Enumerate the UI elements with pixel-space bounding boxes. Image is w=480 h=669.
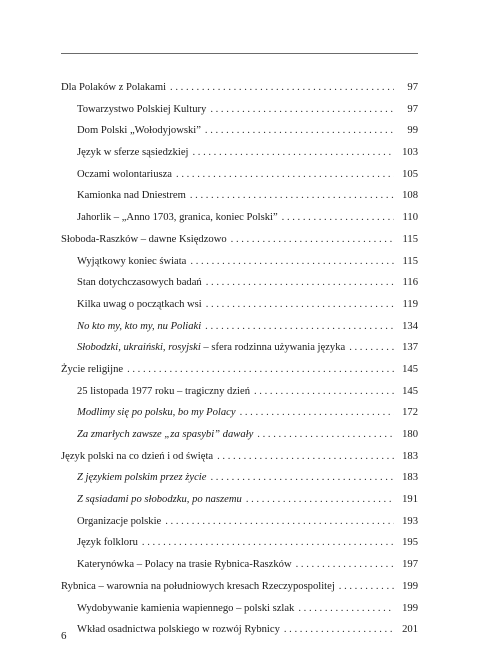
dot-leader (282, 207, 394, 229)
dot-leader (210, 99, 394, 121)
dot-leader (192, 142, 394, 164)
toc-subentry[interactable] (61, 120, 418, 142)
toc-entry-title: Jahorlik – „Anno 1703, granica, koniec Polski” (77, 212, 278, 224)
toc-subentry[interactable] (61, 272, 418, 294)
toc-subentry[interactable] (61, 619, 418, 641)
dot-leader (206, 272, 394, 294)
toc-subentry[interactable] (61, 424, 418, 446)
dot-leader (210, 467, 394, 489)
toc-entry[interactable] (61, 576, 418, 598)
toc-entry-title: Kamionka nad Dniestrem (77, 190, 186, 202)
dot-leader (190, 251, 394, 273)
toc-entry[interactable] (61, 446, 418, 468)
toc-entry[interactable] (61, 77, 418, 99)
toc-subentry[interactable] (61, 185, 418, 207)
toc-subentry[interactable] (61, 316, 418, 338)
toc-page-number: 191 (402, 494, 418, 506)
toc-page-number: 197 (402, 559, 418, 571)
toc-page-number: 137 (402, 342, 418, 354)
toc-subentry[interactable] (61, 294, 418, 316)
toc-page-number: 180 (402, 429, 418, 440)
toc-entry-title: Z sąsiadami po słobodzku, po naszemu (77, 494, 242, 506)
toc-entry-title: Dla Polaków z Polakami (61, 82, 167, 93)
dot-leader (127, 359, 394, 381)
toc-page-number: 145 (402, 385, 418, 397)
toc-subentry[interactable] (61, 598, 418, 620)
dot-leader (284, 619, 394, 641)
toc-page-number: 97 (407, 82, 418, 93)
dot-leader (349, 337, 394, 359)
toc-page-number: 116 (402, 277, 418, 289)
toc-subentry[interactable] (61, 99, 418, 121)
toc-page-number: 199 (402, 602, 418, 614)
dot-leader (190, 185, 394, 207)
toc-page-number: 201 (402, 624, 418, 636)
dot-leader (170, 77, 394, 99)
toc-entry-title: Za zmarłych zawsze „za spasybi” dawały (77, 429, 254, 440)
toc-entry-title: Życie religijne (61, 363, 124, 375)
toc-subentry[interactable] (61, 532, 418, 554)
table-of-contents (61, 77, 418, 641)
toc-page-number: 103 (402, 147, 418, 159)
toc-entry-title: Organizacje polskie (77, 515, 162, 527)
header-rule (61, 53, 418, 54)
dot-leader (205, 316, 394, 338)
toc-entry-title: 25 listopada 1977 roku – tragiczny dzień (77, 385, 250, 397)
toc-entry-title: Język folkloru (77, 537, 138, 549)
toc-entry-title: Słoboda-Raszków – dawne Księdzowo (61, 233, 227, 245)
dot-leader (142, 532, 394, 554)
toc-subentry[interactable] (61, 207, 418, 229)
toc-page-number: 105 (402, 168, 418, 180)
toc-entry-title: Rybnica – warownia na południowych kresach Rzeczypospolitej (61, 580, 335, 592)
toc-page-number: 145 (402, 363, 418, 375)
toc-subentry[interactable] (61, 511, 418, 533)
toc-entry-title: Język w sferze sąsiedzkiej (77, 147, 189, 159)
dot-leader (205, 120, 394, 142)
dot-leader (176, 164, 394, 186)
toc-page-number: 172 (402, 407, 418, 419)
toc-entry-title: Oczami wolontariusza (77, 168, 173, 180)
dot-leader (246, 489, 394, 511)
toc-subentry[interactable] (61, 251, 418, 273)
dot-leader (231, 229, 394, 251)
toc-entry-title: Wkład osadnictwa polskiego w rozwój Rybnicy (77, 624, 280, 636)
toc-entry-title: Katerynówka – Polacy na trasie Rybnica-Raszków (77, 559, 292, 571)
toc-entry-title: Kilka uwag o początkach wsi (77, 298, 202, 310)
toc-entry-title: Język polski na co dzień i od święta (61, 450, 214, 462)
toc-page-number: 199 (402, 580, 418, 592)
toc-page-number: 115 (402, 255, 418, 267)
toc-entry-title-italic: Słobodzki, ukraiński, rosyjski (77, 342, 201, 354)
toc-entry-title: Wydobywanie kamienia wapiennego – polski szlak (77, 602, 295, 614)
toc-entry-title: No kto my, kto my, nu Poliaki (77, 320, 202, 332)
dot-leader (298, 598, 394, 620)
dot-leader (165, 511, 394, 533)
toc-entry-title: Towarzystwo Polskiej Kultury (77, 103, 207, 115)
toc-entry-title: Stan dotychczasowych badań (77, 277, 202, 289)
toc-subentry[interactable] (61, 402, 418, 424)
toc-subentry[interactable] (61, 381, 418, 403)
toc-subentry[interactable] (61, 164, 418, 186)
toc-page-number: 119 (402, 298, 418, 310)
dot-leader (339, 576, 394, 598)
toc-subentry[interactable] (61, 142, 418, 164)
toc-page-number: 99 (407, 125, 418, 137)
toc-subentry[interactable] (61, 467, 418, 489)
toc-page-number: 97 (407, 103, 418, 115)
toc-page-number: 110 (402, 212, 418, 224)
dot-leader (254, 381, 394, 403)
toc-entry[interactable] (61, 229, 418, 251)
toc-page-number: 108 (402, 190, 418, 202)
page-number: 6 (61, 630, 67, 642)
toc-page-number: 183 (402, 472, 418, 484)
toc-entry-title: Wyjątkowy koniec świata (77, 255, 187, 267)
dot-leader (217, 446, 394, 468)
toc-page-number: 115 (402, 233, 418, 245)
dot-leader (206, 294, 394, 316)
toc-page-number: 193 (402, 515, 418, 527)
dot-leader (257, 424, 394, 446)
toc-subentry[interactable] (61, 554, 418, 576)
toc-page-number: 195 (402, 537, 418, 549)
toc-entry[interactable] (61, 359, 418, 381)
dot-leader (240, 402, 394, 424)
toc-entry-title: Modlimy się po polsku, bo my Polacy (77, 407, 236, 419)
toc-subentry[interactable] (61, 337, 418, 359)
toc-entry-title (77, 337, 345, 359)
dot-leader (296, 554, 394, 576)
toc-entry-title-plain: – sfera rodzinna używania języka (200, 342, 346, 354)
toc-entry-title: Dom Polski „Wołodyjowski” (77, 125, 201, 137)
toc-entry-title: Z językiem polskim przez życie (77, 472, 207, 484)
toc-page-number: 134 (402, 320, 418, 332)
toc-subentry[interactable] (61, 489, 418, 511)
toc-page-number: 183 (402, 450, 418, 462)
